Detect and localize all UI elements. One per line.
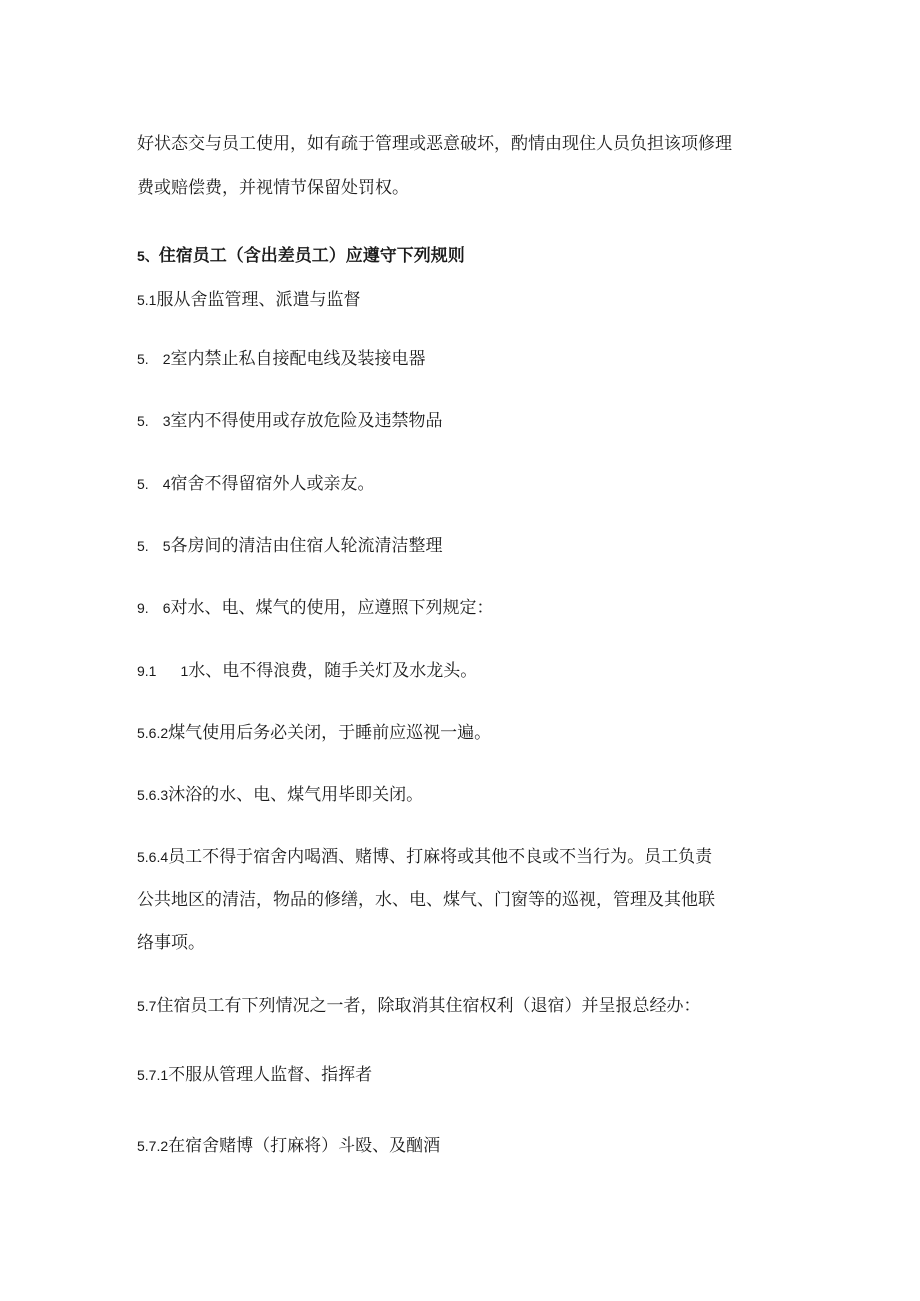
rule-text: 不服从管理人监督、指挥者 <box>168 1065 373 1085</box>
rule-number: 5.6.4 <box>137 849 169 865</box>
rule-item <box>137 410 442 432</box>
rule-number-a: 5. <box>137 413 149 429</box>
rule-item <box>137 289 360 311</box>
rule-text: 服从舍监管理、派遣与监督 <box>156 290 361 310</box>
rule-number: 5.6.3 <box>137 787 169 803</box>
rule-text: 室内禁止私自接配电线及装接电器 <box>170 349 426 369</box>
rule-item <box>137 597 493 619</box>
rule-number: 5.7.1 <box>137 1067 169 1083</box>
rule-item <box>137 535 442 557</box>
rule-number-a: 5. <box>137 538 149 554</box>
rule-text: 对水、电、煤气的使用，应遵照下列规定： <box>170 598 494 618</box>
rule-item <box>137 660 477 682</box>
rule-number-b: 1 <box>180 663 189 679</box>
rule-number: 5.7.2 <box>137 1138 169 1154</box>
rule-number-b: 5 <box>162 538 171 554</box>
rule-item <box>137 1064 372 1086</box>
rule-number-b: 6 <box>162 600 171 616</box>
rule-number-b: 3 <box>162 413 171 429</box>
section-5-title: 住宿员工（含出差员工）应遵守下列规则 <box>158 246 465 266</box>
rule-item <box>137 722 491 744</box>
rule-text-continuation: 公共地区的清洁，物品的修缮，水、电、煤气、门窗等的巡视，管理及其他联 <box>137 890 715 910</box>
rule-item <box>137 1135 440 1157</box>
continuation-line-1: 好状态交与员工使用，如有疏于管理或恶意破坏，酌情由现住人员负担该项修理 <box>137 134 732 154</box>
rule-number-a: 5. <box>137 351 149 367</box>
rule-text: 煤气使用后务必关闭，于睡前应巡视一遍。 <box>168 723 492 743</box>
rule-text: 在宿舍赌博（打麻将）斗殴、及酗酒 <box>168 1136 441 1156</box>
rule-number-a: 9. <box>137 600 149 616</box>
rule-item <box>137 995 700 1017</box>
rule-text: 室内不得使用或存放危险及违禁物品 <box>170 411 443 431</box>
rule-text: 水、电不得浪费，随手关灯及水龙头。 <box>188 661 478 681</box>
rule-text: 沐浴的水、电、煤气用毕即关闭。 <box>168 785 424 805</box>
rule-number: 5.7 <box>137 998 157 1014</box>
section-5-number: 5、 <box>137 248 159 264</box>
rule-item <box>137 784 423 806</box>
rule-item <box>137 473 374 495</box>
rule-number: 5.1 <box>137 292 157 308</box>
rule-text: 各房间的清洁由住宿人轮流清洁整理 <box>170 536 443 556</box>
rule-number-a: 5. <box>137 476 149 492</box>
rule-number-b: 2 <box>162 351 171 367</box>
rule-text-continuation: 络事项。 <box>137 933 205 953</box>
rule-text: 员工不得于宿舍内喝酒、赌博、打麻将或其他不良或不当行为。员工负责 <box>168 847 713 867</box>
continuation-line-2: 费或赔偿费，并视情节保留处罚权。 <box>137 178 409 198</box>
section-5-heading <box>137 245 465 267</box>
rule-text: 宿舍不得留宿外人或亲友。 <box>170 474 375 494</box>
rule-item <box>137 348 425 370</box>
rule-number: 5.6.2 <box>137 725 169 741</box>
rule-text: 住宿员工有下列情况之一者，除取消其住宿权利（退宿）并呈报总经办： <box>156 996 701 1016</box>
rule-item <box>137 846 712 868</box>
rule-number-b: 4 <box>162 476 171 492</box>
rule-number-a: 9.1 <box>137 663 157 679</box>
